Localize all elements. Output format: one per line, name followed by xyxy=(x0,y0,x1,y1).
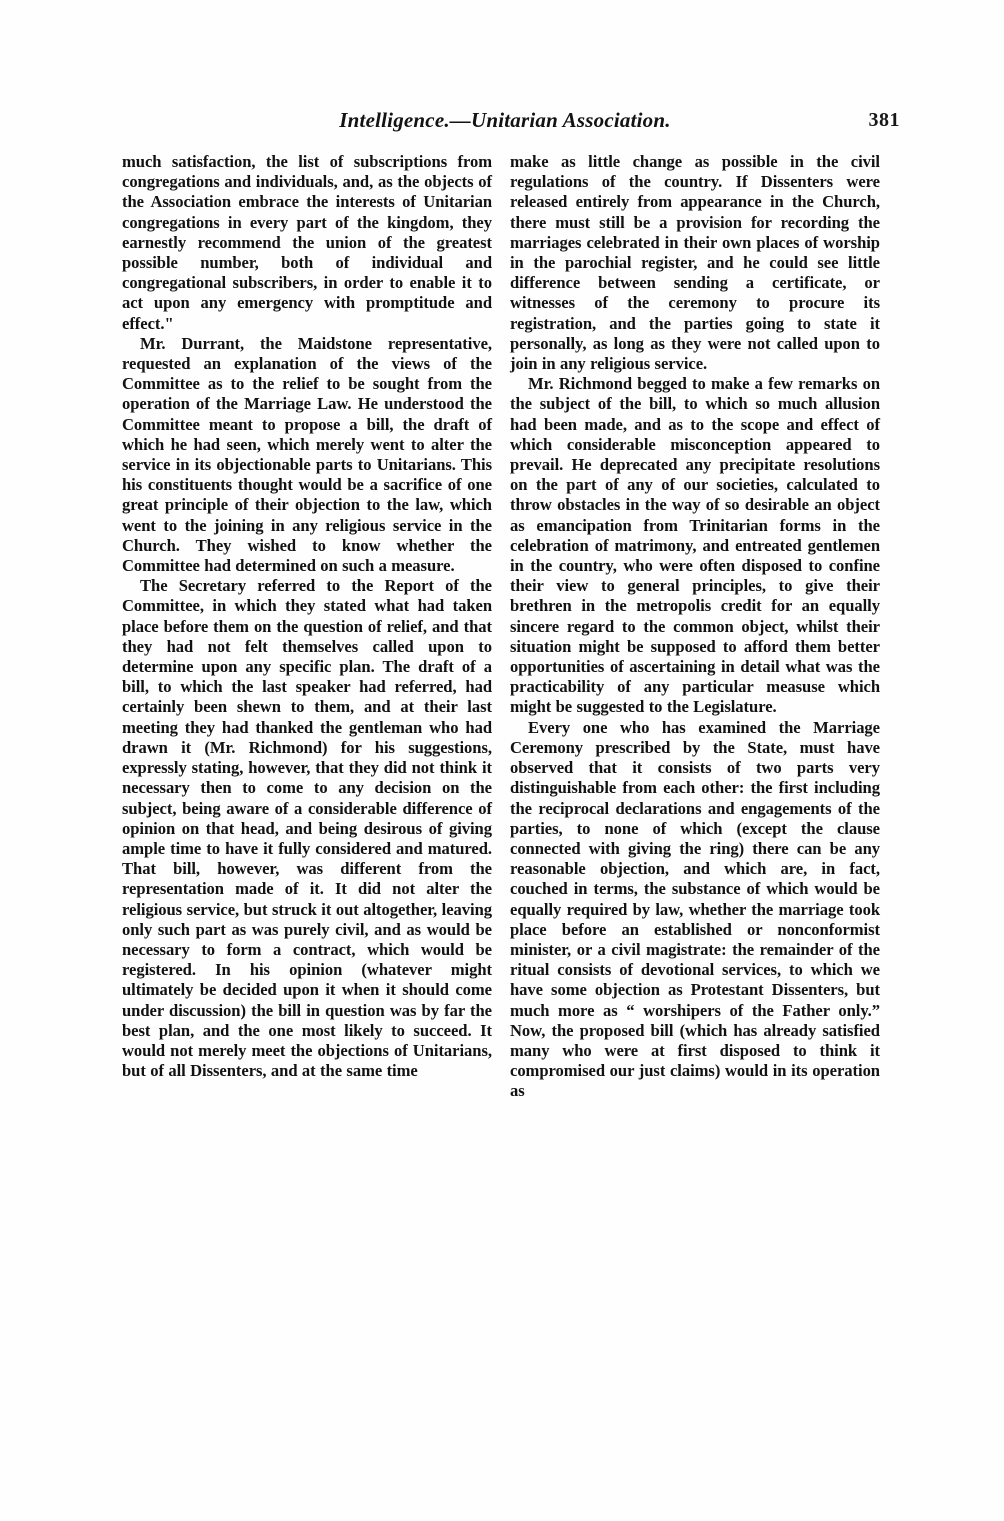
paragraph: Mr. Richmond begged to make a few remarks on the subject of the bill, to which so much allusion had been made, and as to the scope and effect of which considerable misconception appeared to prevail. He deprecated any precipitate resolutions on the part of any of our societies, calculated to throw obstacles in the way of so desirable an object as emancipation from Trinitarian forms in the celebration of matrimony, and entreated gentlemen in the country, who were often disposed to confine their view to general principles, to give their brethren in the metropolis credit for an equally sincere regard to the common object, whilst their situation might be supposed to afford them better opportunities of ascertaining in detail what was the practicability of any particular measuse which might be suggested to the Legislature. xyxy=(510,374,880,717)
text-body xyxy=(122,152,890,1102)
page-title: Intelligence.—Unitarian Association. xyxy=(339,108,671,132)
column-right xyxy=(510,152,880,1102)
paragraph: make as little change as possible in the civil regulations of the country. If Dissenters were released entirely from appearance in the Church, there must still be a provision for recording the marriages celebrated in their own places of worship in the parochial register, and he could see little difference between sending a certificate, or witnesses of the ceremony to procure its registration, and the parties going to state it personally, as long as they were not called upon to join in any religious service. xyxy=(510,152,880,374)
running-head xyxy=(110,108,900,140)
paragraph: Mr. Durrant, the Maidstone representative, requested an explanation of the views of the Committee as to the relief to be sought from the operation of the Marriage Law. He understood the Committee meant to propose a bill, the draft of which he had seen, which merely went to alter the service in its objectionable parts to Unitarians. This his constituents thought would be a sacrifice of one great principle of their objection to the law, which went to the joining in any religious service in the Church. They wished to know whether the Committee had determined on such a measure. xyxy=(122,333,492,576)
paragraph: Every one who has examined the Marriage Ceremony prescribed by the State, must have observed that it consists of two parts very distinguishable from each other: the first including the reciprocal declarations and engagements of the parties, to none of which (except the clause connected with giving the ring) there can be any reasonable objection, and which are, in fact, couched in terms, the substance of which would be equally required by law, whether the marriage took place before an established or nonconformist minister, or a civil magistrate: the remainder of the ritual consists of devotional services, to which we have some objection as Protestant Dissenters, but much more as “ worshipers of the Father only.” Now, the proposed bill (which has already satisfied many who were at first disposed to think it compromised our just claims) would in its operation as xyxy=(510,717,880,1101)
paragraph: The Secretary referred to the Report of the Committee, in which they stated what had taken place before them on the question of relief, and that they had not felt themselves called upon to determine upon any specific plan. The draft of a bill, to which the last speaker had referred, had certainly been shewn to them, and at their last meeting they had thanked the gentleman who had drawn it (Mr. Richmond) for his suggestions, expressly stating, however, that they did not think it necessary then to come to any decision on the subject, being aware of a considerable difference of opinion on that head, and being desirous of giving ample time to have it fully considered and matured. That bill, however, was different from the representation made of it. It did not alter the religious service, but struck it out altogether, leaving only such part as was purely civil, and as would be necessary to form a contract, which would be registered. In his opinion (whatever might ultimately be decided upon it when it should come under discussion) the bill in question was by far the best plan, and the one most likely to succeed. It would not merely meet the objections of Unitarians, but of all Dissenters, and at the same time xyxy=(122,576,492,1081)
column-left xyxy=(122,152,492,1102)
paragraph: much satisfaction, the list of subscriptions from congregations and individuals, and, as the objects of the Association embrace the interests of Unitarian congregations in every part of the kingdom, they earnestly recommend the union of the greatest possible number, both of individual and congregational subscribers, in order to enable it to act upon any emergency with promptitude and effect." xyxy=(122,152,492,333)
page-number: 381 xyxy=(868,109,900,131)
